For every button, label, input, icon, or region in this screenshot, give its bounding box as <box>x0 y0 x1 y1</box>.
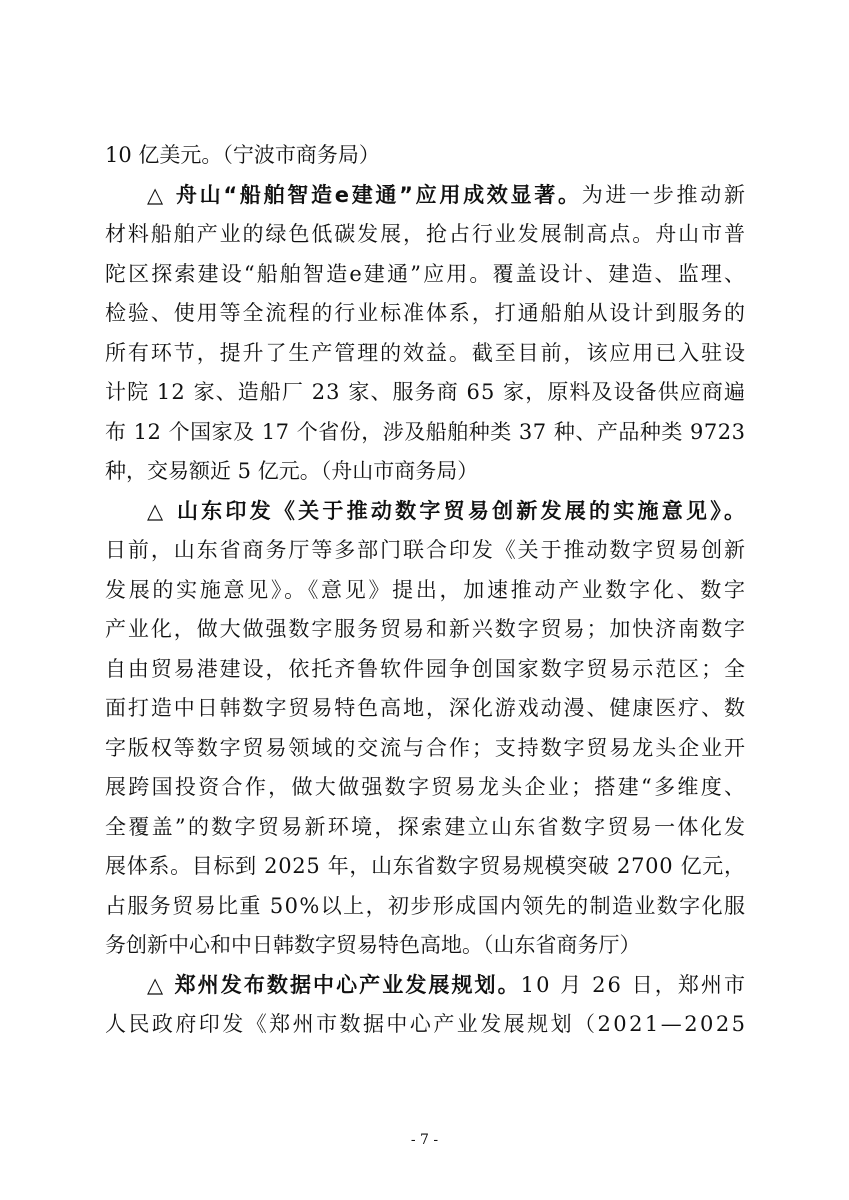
text-line <box>105 531 745 571</box>
item-heading: △ 山东印发《关于推动数字贸易创新发展的实施意见》。 <box>147 498 749 523</box>
line-text: 陀区探索建设“船舶智造e建通”应用。覆盖设计、建造、监理、 <box>105 261 748 286</box>
line-text: 全覆盖”的数字贸易新环境，探索建立山东省数字贸易一体化发 <box>105 814 748 839</box>
text-line <box>105 571 748 611</box>
text-line <box>105 373 745 413</box>
line-text: 人民政府印发《郑州市数据中心产业发展规划（2021—2025 <box>105 1012 748 1036</box>
line-text: 布 12 个国家及 17 个省份，涉及船舶种类 37 种、产品种类 9723 <box>105 419 746 444</box>
text-line <box>105 1005 748 1045</box>
line-text: 展体系。目标到 2025 年，山东省数字贸易规模突破 2700 亿元， <box>105 854 746 878</box>
text-line <box>105 966 748 1006</box>
text-line <box>105 729 745 769</box>
text-line <box>105 255 748 295</box>
text-line <box>105 887 745 927</box>
item-heading: △ 郑州发布数据中心产业发展规划。 <box>147 972 521 997</box>
text-line <box>105 413 745 453</box>
line-text: 10 亿美元。（宁波市商务局） <box>105 143 380 167</box>
text-line <box>105 452 745 492</box>
text-line <box>105 176 748 216</box>
line-text: 自由贸易港建设，依托齐鲁软件园争创国家数字贸易示范区；全 <box>105 656 747 681</box>
text-line <box>105 650 745 690</box>
text-line <box>105 136 745 176</box>
line-text: 务创新中心和中日韩数字贸易特色高地。（山东省商务厅） <box>105 933 641 957</box>
item-heading: △ 舟山“船舶智造e建通”应用成效显著。 <box>147 182 582 207</box>
text-line <box>105 808 748 848</box>
line-text: 计院 12 家、造船厂 23 家、服务商 65 家，原料及设备供应商遍 <box>105 380 747 404</box>
text-line <box>105 689 745 729</box>
text-line <box>105 847 745 887</box>
line-text: 占服务贸易比重 50%以上，初步形成国内领先的制造业数字化服 <box>105 893 747 918</box>
line-text: 字版权等数字贸易领域的交流与合作；支持数字贸易龙头企业开 <box>105 735 747 760</box>
line-text: 种，交易额近 5 亿元。（舟山市商务局） <box>105 459 479 483</box>
page-number: - 7 - <box>410 1132 439 1148</box>
text-line <box>105 215 745 255</box>
line-text: 所有环节，提升了生产管理的效益。截至目前，该应用已入驻设 <box>105 340 747 365</box>
line-text: 产业化，做大做强数字服务贸易和新兴数字贸易；加快济南数字 <box>105 617 747 641</box>
line-text: 为进一步推动新 <box>581 182 748 207</box>
text-line <box>105 926 745 966</box>
line-text: 检验、使用等全流程的行业标准体系，打通船舶从设计到服务的 <box>105 301 747 325</box>
line-text: 展跨国投资合作，做大做强数字贸易龙头企业；搭建“多维度、 <box>105 775 748 799</box>
text-line <box>105 610 745 650</box>
line-text: 面打造中日韩数字贸易特色高地，深化游戏动漫、健康医疗、数 <box>105 696 747 720</box>
text-line <box>105 768 748 808</box>
line-text: 材料船舶产业的绿色低碳发展，抢占行业发展制高点。舟山市普 <box>105 222 747 246</box>
line-text: 日前，山东省商务厅等多部门联合印发《关于推动数字贸易创新 <box>105 538 747 562</box>
document-body <box>105 136 749 1045</box>
text-line <box>105 294 745 334</box>
text-line <box>105 334 745 374</box>
line-text: 发展的实施意见》。《意见》提出，加速推动产业数字化、数字 <box>105 577 748 602</box>
text-line <box>105 492 749 532</box>
line-text: 10 月 26 日，郑州市 <box>520 972 748 997</box>
